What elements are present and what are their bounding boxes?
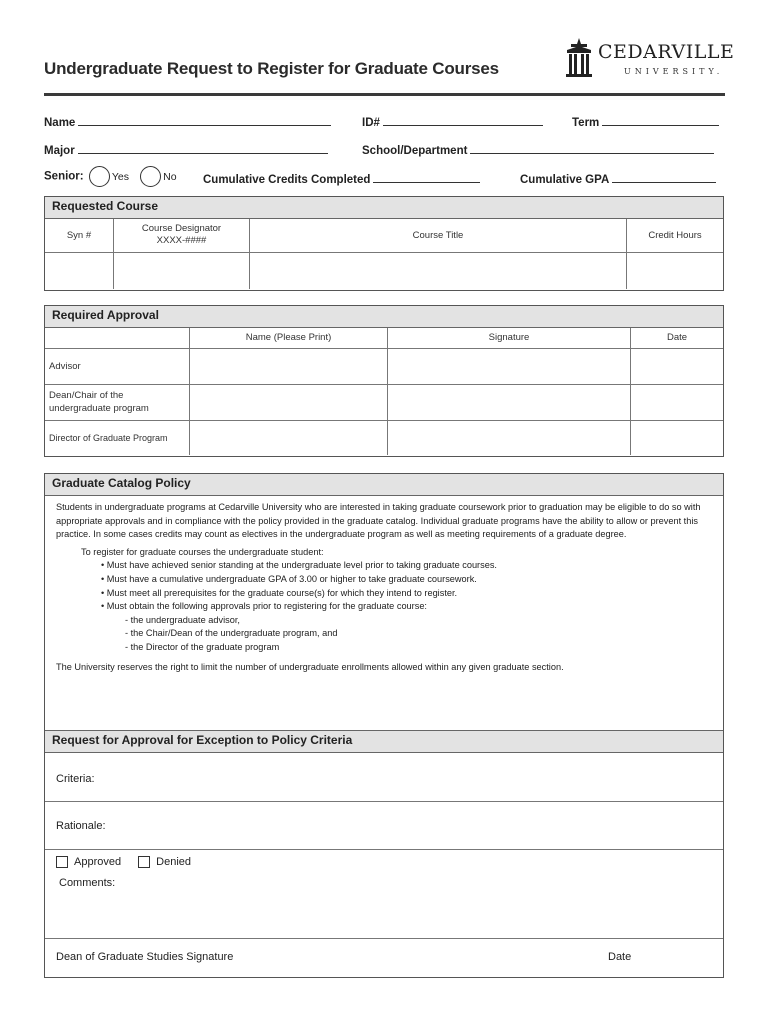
policy-bullet: • Must have achieved senior standing at the undergraduate level prior to taking graduate courses. bbox=[101, 560, 497, 571]
criteria-label: Criteria: bbox=[56, 773, 95, 785]
row-advisor-label: Advisor bbox=[45, 348, 190, 384]
senior-yes-radio[interactable] bbox=[89, 166, 110, 187]
major-field[interactable] bbox=[44, 143, 328, 157]
col-credit-hours: Credit Hours bbox=[627, 219, 724, 252]
school-field[interactable] bbox=[362, 143, 714, 157]
row-dean-label-line2: undergraduate program bbox=[49, 403, 149, 414]
policy-bullet: • Must meet all prerequisites for the graduate course(s) for which they intend to register. bbox=[101, 587, 458, 598]
col-signature: Signature bbox=[388, 328, 631, 348]
logo-subtext: UNIVERSITY. bbox=[624, 67, 724, 76]
denied-label: Denied bbox=[156, 856, 192, 868]
advisor-name-cell[interactable] bbox=[190, 348, 388, 384]
col-syn: Syn # bbox=[45, 219, 114, 252]
table-row bbox=[45, 384, 723, 420]
credits-label: Cumulative Credits Completed bbox=[203, 174, 371, 186]
term-line[interactable] bbox=[602, 115, 719, 126]
dean-date-cell[interactable] bbox=[631, 384, 724, 420]
policy-subitem: - the Director of the graduate program bbox=[125, 641, 280, 652]
senior-field bbox=[44, 166, 183, 187]
id-line[interactable] bbox=[383, 115, 543, 126]
exception-heading: Request for Approval for Exception to Policy Criteria bbox=[45, 730, 723, 753]
name-line[interactable] bbox=[78, 115, 331, 126]
school-line[interactable] bbox=[470, 143, 714, 154]
policy-heading: Graduate Catalog Policy bbox=[45, 474, 723, 496]
col-date: Date bbox=[631, 328, 724, 348]
comments-label: Comments: bbox=[59, 877, 116, 890]
senior-label: Senior: bbox=[44, 170, 84, 183]
director-signature-cell[interactable] bbox=[388, 420, 631, 455]
senior-no-label: No bbox=[163, 170, 177, 183]
col-designator-label: Course Designator bbox=[141, 223, 222, 235]
advisor-date-cell[interactable] bbox=[631, 348, 724, 384]
gpa-field[interactable] bbox=[520, 172, 716, 186]
senior-no-radio[interactable] bbox=[140, 166, 161, 187]
major-label: Major bbox=[44, 145, 75, 157]
dean-name-cell[interactable] bbox=[190, 384, 388, 420]
policy-body bbox=[45, 496, 723, 730]
designator-cell[interactable] bbox=[114, 252, 250, 289]
approved-checkbox[interactable] bbox=[56, 856, 68, 868]
gpa-line[interactable] bbox=[612, 172, 716, 183]
credit-hours-cell[interactable] bbox=[627, 252, 724, 289]
policy-bullet: • Must have a cumulative undergraduate GPA of 3.00 or higher to take graduate coursework. bbox=[101, 573, 477, 584]
col-designator-format: XXXX-#### bbox=[156, 235, 207, 247]
school-label: School/Department bbox=[362, 145, 468, 157]
policy-subitem: - the Chair/Dean of the undergraduate program, and bbox=[125, 628, 338, 639]
table-row bbox=[45, 252, 723, 289]
dean-date-label: Date bbox=[608, 951, 632, 963]
required-approval-section bbox=[44, 305, 724, 457]
dean-signature-label: Dean of Graduate Studies Signature bbox=[56, 951, 234, 963]
policy-section bbox=[44, 473, 724, 978]
name-field[interactable] bbox=[44, 115, 331, 129]
table-row bbox=[45, 348, 723, 384]
policy-closing: The University reserves the right to limit the number of undergraduate enrollments allowed within any given graduate section. bbox=[56, 661, 564, 672]
syn-cell[interactable] bbox=[45, 252, 114, 289]
university-logo bbox=[564, 38, 734, 82]
approved-label: Approved bbox=[74, 856, 122, 868]
policy-intro: To register for graduate courses the undergraduate student: bbox=[81, 546, 324, 557]
credits-line[interactable] bbox=[373, 172, 480, 183]
course-title-cell[interactable] bbox=[250, 252, 627, 289]
row-dean-label bbox=[45, 384, 190, 420]
id-field[interactable] bbox=[362, 115, 543, 129]
advisor-signature-cell[interactable] bbox=[388, 348, 631, 384]
term-label: Term bbox=[572, 117, 600, 129]
dean-signature-cell[interactable] bbox=[388, 384, 631, 420]
logo-wordmark: CEDARVILLE bbox=[598, 41, 735, 63]
requested-course-section bbox=[44, 196, 724, 291]
rationale-field[interactable] bbox=[45, 802, 723, 850]
table-row bbox=[45, 420, 723, 455]
policy-subitem: - the undergraduate advisor, bbox=[125, 614, 240, 625]
col-name-print: Name (Please Print) bbox=[190, 328, 388, 348]
criteria-field[interactable] bbox=[45, 753, 723, 802]
approval-table bbox=[45, 328, 723, 455]
major-line[interactable] bbox=[78, 143, 328, 154]
row-director-label: Director of Graduate Program bbox=[45, 420, 190, 455]
dean-signature-row[interactable] bbox=[45, 939, 723, 975]
senior-yes-label: Yes bbox=[111, 170, 129, 183]
requested-course-table bbox=[45, 219, 723, 289]
policy-bullet: • Must obtain the following approvals prior to registering for the graduate course: bbox=[101, 601, 427, 612]
name-label: Name bbox=[44, 117, 76, 129]
denied-checkbox[interactable] bbox=[138, 856, 150, 868]
credits-field[interactable] bbox=[203, 172, 480, 186]
rationale-label: Rationale: bbox=[56, 820, 106, 832]
policy-paragraph: Students in undergraduate programs at Cedarville University who are interested in taking graduate coursework prior to graduation may be eligible to do so with appropriate approvals and in compliance with the policy provided in the graduate catalog. Individual graduate programs have the ability to allow or prevent this practice. In some cases credits may count as electives in the undergraduate program as well as meeting requirements of a graduate degree. bbox=[56, 502, 701, 540]
gpa-label: Cumulative GPA bbox=[520, 174, 610, 186]
director-date-cell[interactable] bbox=[631, 420, 724, 455]
decision-area bbox=[45, 850, 723, 939]
row-dean-label-line1: Dean/Chair of the bbox=[49, 390, 124, 401]
col-designator bbox=[114, 219, 250, 252]
header-rule bbox=[44, 93, 725, 96]
requested-course-heading: Requested Course bbox=[45, 197, 723, 219]
id-label: ID# bbox=[362, 117, 380, 129]
page-title: Undergraduate Request to Register for Graduate Courses bbox=[44, 59, 499, 78]
col-course-title: Course Title bbox=[250, 219, 627, 252]
director-name-cell[interactable] bbox=[190, 420, 388, 455]
required-approval-heading: Required Approval bbox=[45, 306, 723, 328]
term-field[interactable] bbox=[572, 115, 719, 129]
chapel-icon bbox=[564, 38, 594, 78]
